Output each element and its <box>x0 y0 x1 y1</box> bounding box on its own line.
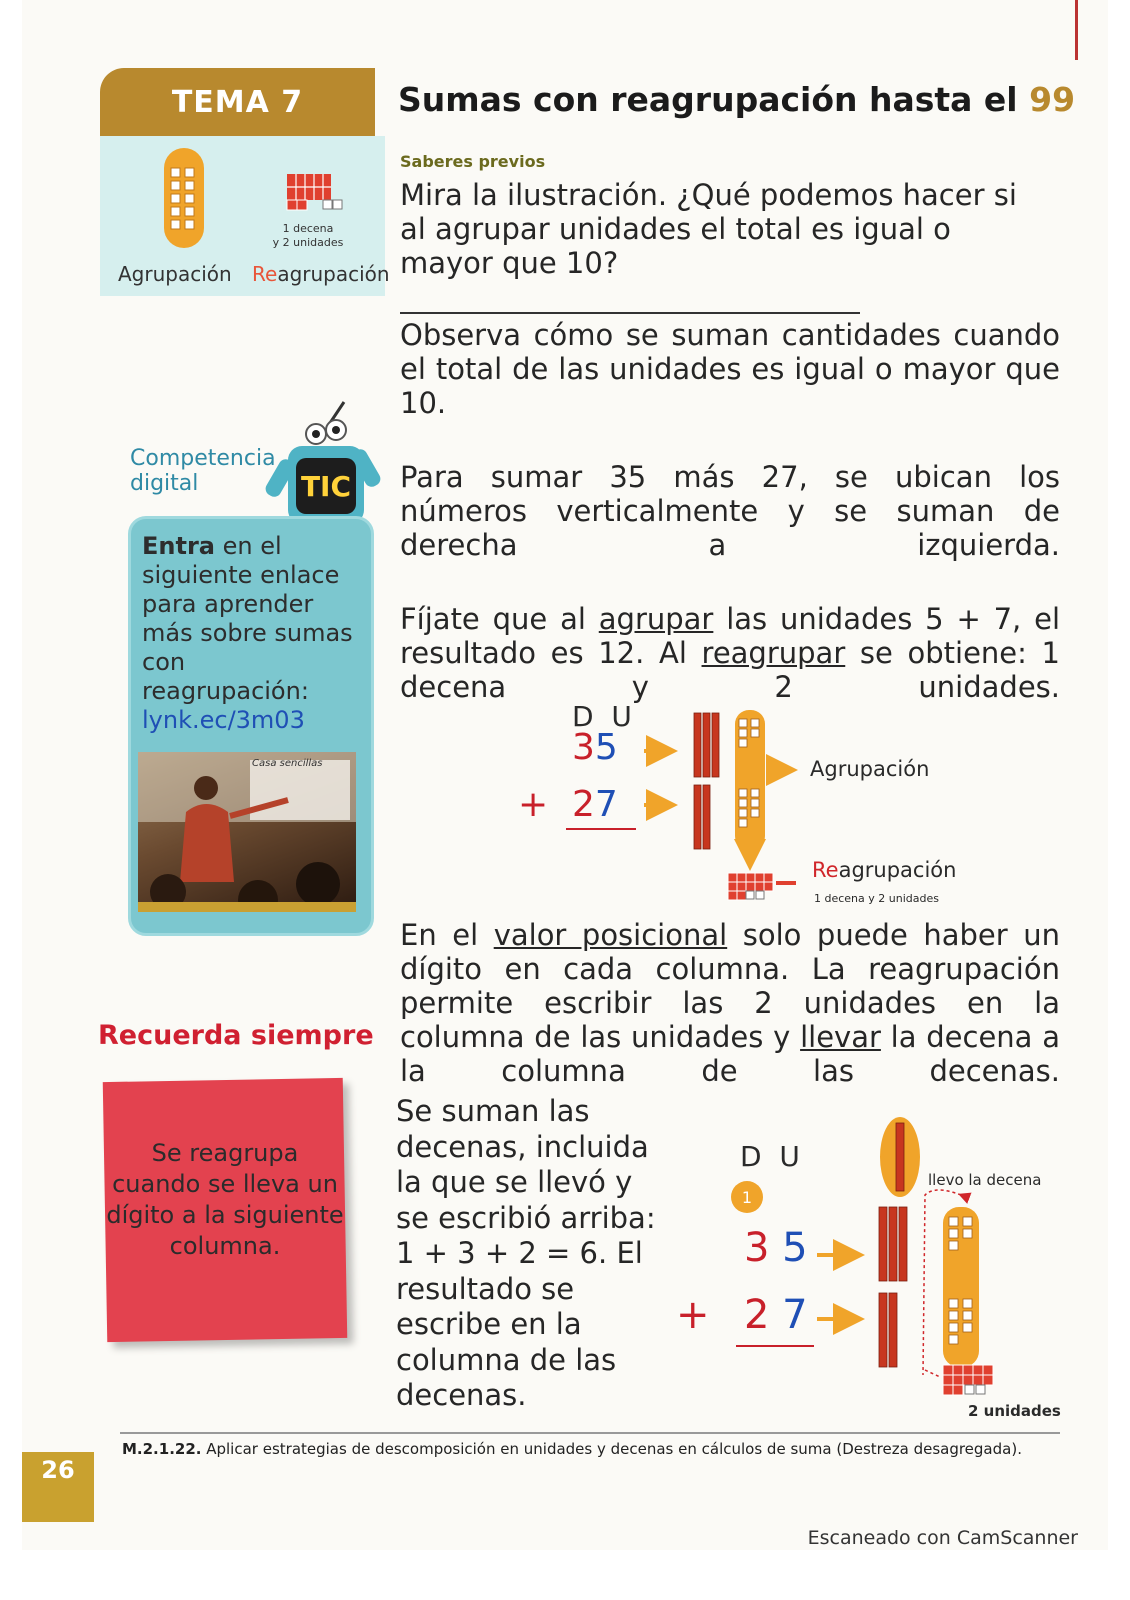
page-title <box>398 80 1075 119</box>
regroup-caption <box>252 262 390 286</box>
photo-board-text: Casa sencillas <box>252 758 323 769</box>
diagram2-n1-units: 5 <box>782 1225 808 1271</box>
page-number: 26 <box>22 1452 94 1522</box>
diagram2-dos-unidades-label: 2 unidades <box>968 1402 1061 1420</box>
tic-robot-icon <box>258 396 388 528</box>
grouping-capsule-icon <box>160 146 210 250</box>
diagram1-sum-line <box>566 828 636 830</box>
diagram1-n1-units: 5 <box>594 727 618 768</box>
fijate-part3: se obtiene: 1 decena y 2 unidades. <box>400 636 1061 704</box>
diagram1-reagrupacion-label <box>812 858 956 882</box>
objective-code: M.2.1.22. <box>122 1440 202 1458</box>
fijate-part1: Fíjate que al <box>400 602 599 636</box>
diagram2-n2-tens: 2 <box>744 1292 770 1338</box>
regroup-caption-rest: agrupación <box>277 262 390 286</box>
diagram2-n1-tens: 3 <box>744 1225 770 1271</box>
recuerda-title: Recuerda siempre <box>98 1020 374 1051</box>
diagram2-llevo-label: llevo la decena <box>928 1171 1042 1189</box>
fijate-agrupar-term: agrupar <box>598 602 714 636</box>
fijate-part2: las unidades 5 + 7, el resultado es 12. Al <box>400 602 1060 670</box>
competencia-digital-label <box>130 446 276 496</box>
footer-divider <box>120 1432 1060 1434</box>
valor-llevar-term: llevar <box>800 1020 881 1054</box>
diagram2-sum-line <box>736 1345 814 1347</box>
classroom-photo <box>138 752 356 912</box>
diagram1-addend1 <box>572 727 618 768</box>
paragraph-observa: Observa cómo se suman cantidades cuando el total de las unidades es igual o mayor que 10. <box>400 318 1060 420</box>
camscanner-watermark: Escaneado con CamScanner <box>807 1527 1078 1549</box>
objective-text <box>122 1440 1022 1458</box>
classroom-photo-illustration <box>138 752 356 912</box>
regroup-small-line2: y 2 unidades <box>272 236 344 249</box>
valor-part2: solo puede haber un dígito en cada columna. La reagrupación permite escribir las 2 unidades en la columna de las unidades y <box>400 918 1060 1054</box>
diagram1-reagrupacion-sub: 1 decena y 2 unidades <box>814 892 939 905</box>
diagram2-n2-units: 7 <box>782 1292 808 1338</box>
valor-part3: la decena a la columna de las decenas. <box>400 1020 1060 1088</box>
diagram1-n2-units: 7 <box>594 784 618 825</box>
diagram2-head <box>740 1140 800 1173</box>
saberes-question-text: Mira la ilustración. ¿Qué podemos hacer si al agrupar unidades el total es igual o mayor que 10? <box>400 178 1017 280</box>
regroup-caption-prefix: Re <box>252 262 278 286</box>
diagram1-addend2 <box>572 784 618 825</box>
diagram1-plus: + <box>518 784 549 825</box>
page-edge-mark <box>1075 0 1078 60</box>
diagram2-head-u: U <box>779 1140 800 1173</box>
paragraph-para-sumar: Para sumar 35 más 27, se ubican los números verticalmente y se suman de derecha a izquierda. <box>400 460 1060 562</box>
diagram2-carry-badge: 1 <box>731 1181 763 1213</box>
diagram1-agrupacion-label: Agrupación <box>810 757 930 781</box>
title-number: 99 <box>1029 80 1076 119</box>
regroup-blocks-icon <box>285 170 345 214</box>
regroup-small-caption <box>268 222 348 250</box>
competencia-line1: Competencia <box>130 446 276 471</box>
paragraph-fijate <box>400 602 1060 704</box>
competencia-line2: digital <box>130 471 199 496</box>
diagram2-head-d: D <box>740 1140 762 1173</box>
tic-entra: Entra <box>142 532 215 560</box>
diagram1-re-prefix: Re <box>812 858 839 882</box>
recuerda-note-text: Se reagrupa cuando se lleva un dígito a la siguiente columna. <box>106 1139 344 1260</box>
saberes-question <box>400 178 1050 314</box>
diagram2-addend1 <box>744 1225 808 1271</box>
answer-blank-line[interactable] <box>400 290 860 314</box>
valor-part1: En el <box>400 918 494 952</box>
diagram1-head-d: D <box>572 700 594 733</box>
fijate-reagrupar-term: reagrupar <box>701 636 846 670</box>
paragraph-se-suman: Se suman las decenas, incluida la que se llevó y se escribió arriba: 1 + 3 + 2 = 6. El resultado se escribe en la columna de las decenas. <box>396 1094 656 1412</box>
tic-link[interactable]: lynk.ec/3m03 <box>142 706 305 734</box>
tema-tab <box>100 68 375 136</box>
diagram1-reagrupacion-rest: agrupación <box>838 858 957 882</box>
paragraph-valor-posicional <box>400 918 1060 1088</box>
diagram1-head-u: U <box>611 700 632 733</box>
tema-label: TEMA 7 <box>171 84 304 120</box>
tic-badge-text: TIC <box>300 470 352 503</box>
diagram2-plus: + <box>676 1292 710 1338</box>
tic-instructions <box>142 532 357 735</box>
diagram1-n2-tens: 2 <box>572 784 595 825</box>
diagram1-n1-tens: 3 <box>572 727 595 768</box>
diagram2-blocks-illustration <box>815 1115 1045 1405</box>
diagram1-blocks-illustration <box>640 705 820 910</box>
title-text: Sumas con reagrupación hasta el <box>398 80 1030 119</box>
saberes-label: Saberes previos <box>400 152 546 171</box>
regroup-small-line1: 1 decena <box>282 222 334 235</box>
tic-text: en el siguiente enlace para aprender más sobre sumas con reagrupación: <box>142 532 353 705</box>
grouping-caption: Agrupación <box>118 262 232 286</box>
valor-posicional-term: valor posicional <box>493 918 728 952</box>
objective-description: Aplicar estrategias de descomposición en unidades y decenas en cálculos de suma (Destreza desagregada). <box>201 1440 1022 1458</box>
diagram2-addend2 <box>744 1292 808 1338</box>
